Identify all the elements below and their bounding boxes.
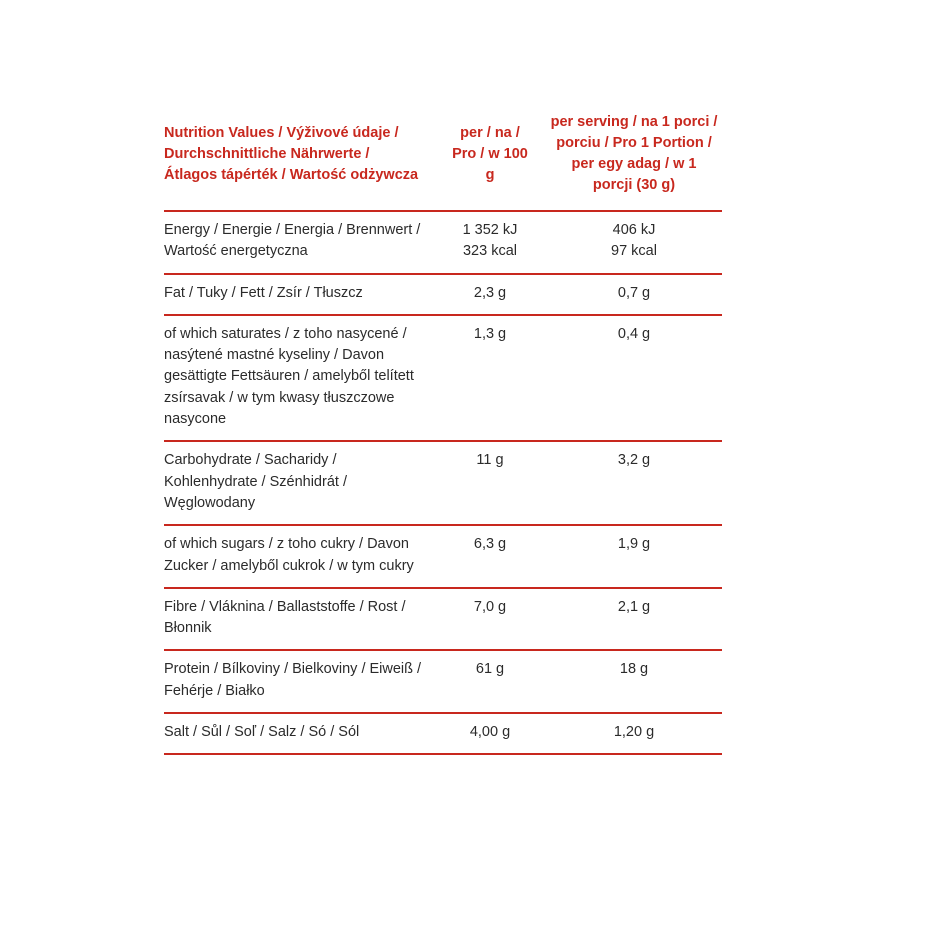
salt-per-100g: 4,00 g	[434, 713, 546, 754]
nutrient-name-salt: Salt / Sůl / Soľ / Salz / Só / Sól	[164, 713, 434, 754]
nutrient-name-sugars: of which sugars / z toho cukry / Davon Zucker / amelyből cukrok / w tym cukry	[164, 525, 434, 588]
nutrition-table	[164, 112, 722, 755]
protein-per-serving: 18 g	[546, 650, 722, 713]
protein-per-100g: 61 g	[434, 650, 546, 713]
table-row-fibre	[164, 588, 722, 651]
header-nutrition-values: Nutrition Values / Výživové údaje / Durchschnittliche Nährwerte / Átlagos tápérték / Wartość odżywcza	[164, 112, 434, 211]
energy-per-100g-kcal: 323 kcal	[462, 243, 517, 260]
nutrient-name-fibre: Fibre / Vláknina / Ballaststoffe / Rost / Błonnik	[164, 588, 434, 651]
sugars-per-100g: 6,3 g	[434, 525, 546, 588]
table-row-sugars	[164, 525, 722, 588]
energy-per-serving-kcal: 97 kcal	[611, 243, 657, 260]
nutrient-name-saturates: of which saturates / z toho nasycené / nasýtené mastné kyseliny / Davon gesättigte Fettsäuren / amelyből telített zsírsavak / w tym kwasy tłuszczowe nasycone	[164, 315, 434, 441]
table-header-row	[164, 112, 722, 211]
fibre-per-serving: 2,1 g	[546, 588, 722, 651]
table-row-carbohydrate	[164, 441, 722, 525]
carbohydrate-per-100g: 11 g	[434, 441, 546, 525]
nutrient-name-carbohydrate: Carbohydrate / Sacharidy / Kohlenhydrate / Szénhidrát / Węglowodany	[164, 441, 434, 525]
table-row-fat	[164, 274, 722, 315]
header-per-serving: per serving / na 1 porci / porciu / Pro 1 Portion / per egy adag / w 1 porcji (30 g)	[546, 112, 722, 211]
header-per-100g: per / na / Pro / w 100 g	[434, 112, 546, 211]
nutrient-name-fat: Fat / Tuky / Fett / Zsír / Tłuszcz	[164, 274, 434, 315]
salt-per-serving: 1,20 g	[546, 713, 722, 754]
fat-per-100g: 2,3 g	[434, 274, 546, 315]
saturates-per-serving: 0,4 g	[546, 315, 722, 441]
saturates-per-100g: 1,3 g	[434, 315, 546, 441]
energy-per-100g	[434, 211, 546, 274]
fibre-per-100g: 7,0 g	[434, 588, 546, 651]
table-row-protein	[164, 650, 722, 713]
energy-per-100g-kj: 1 352 kJ	[462, 222, 518, 238]
sugars-per-serving: 1,9 g	[546, 525, 722, 588]
energy-per-serving-kj: 406 kJ	[612, 222, 656, 238]
table-row-saturates	[164, 315, 722, 441]
carbohydrate-per-serving: 3,2 g	[546, 441, 722, 525]
fat-per-serving: 0,7 g	[546, 274, 722, 315]
table-row-energy	[164, 211, 722, 274]
nutrient-name-protein: Protein / Bílkoviny / Bielkoviny / Eiweiß / Fehérje / Białko	[164, 650, 434, 713]
nutrient-name-energy: Energy / Energie / Energia / Brennwert / Wartość energetyczna	[164, 211, 434, 274]
energy-per-serving	[546, 211, 722, 274]
table-row-salt	[164, 713, 722, 754]
